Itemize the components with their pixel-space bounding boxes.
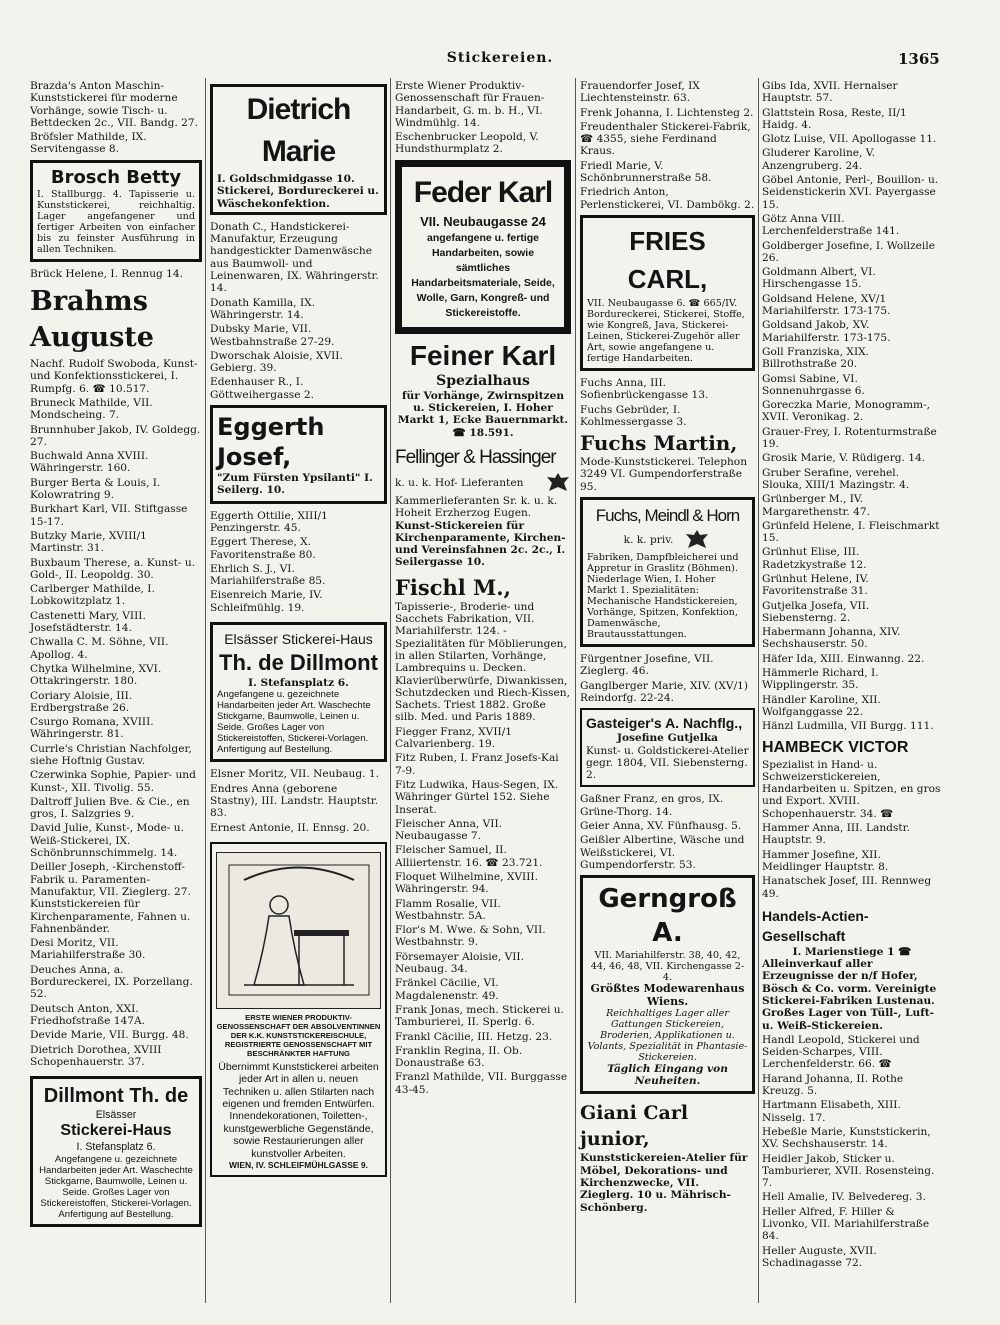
- entry: Göbel Antonie, Perl-, Bouillon- u. Seidenstickerin XVI. Payergasse 15.: [762, 174, 939, 211]
- entry: Deiller Joseph, -Kirchenstoff-Fabrik u. Paramenten-Manufaktur, VII. Zieglerg. 27. Kunststickereien für Kirchenparamente, Fahnen u. Fahnenbänder.: [30, 861, 191, 935]
- ad-text2: Reichhaltiges Lager aller Gattungen Stickereien, Broderien, Applikationen u. Volants, Spezialität in Phantasie-Stickereien.: [587, 1007, 748, 1063]
- entry-list: [762, 822, 942, 900]
- entry: Currle's Christian Nachfolger, siehe Hoftnig Gustav.: [30, 742, 192, 767]
- entry: Eggert Therese, X. Favoritenstraße 80.: [210, 536, 316, 561]
- entry: Goreczka Marie, Monogramm-, XVII. Veronikag. 2.: [762, 399, 931, 424]
- entry: Handl Leopold, Stickerei und Seiden-Scharpes, VIII. Lerchenfelderstr. 66. ☎: [762, 1033, 920, 1071]
- page-number: 1365: [898, 50, 940, 68]
- entry: Heidler Jakob, Sticker u. Tamburierer, XVII. Rosensteing. 7.: [762, 1152, 935, 1190]
- entry: Heller Auguste, XVII. Schadinagasse 72.: [762, 1244, 877, 1269]
- entry-list: [210, 768, 387, 833]
- entry: Frankl Cäcilie, III. Hetzg. 23.: [395, 1030, 553, 1043]
- ad-business: Stickerei-Haus: [60, 1122, 172, 1140]
- entry: Friedrich Anton, Perlenstickerei, VI. Dambökg. 2.: [580, 186, 755, 211]
- entry: Götz Anna VIII. Lerchenfelderstraße 141.: [762, 212, 900, 238]
- entry: Fitz Ruben, I. Franz Josefs-Kai 7-9.: [395, 752, 559, 777]
- entry-list: [30, 80, 202, 156]
- entry: Geißler Albertine, Wäsche und Weißstickerei, VI. Gumpendorferstr. 53.: [580, 834, 745, 871]
- entry: Eisenreich Marie, IV. Schleifmühlg. 19.: [210, 589, 323, 614]
- entry: Geier Anna, XV. Fünfhausg. 5.: [580, 820, 742, 833]
- entry-list: [580, 653, 755, 704]
- ad-brosch-betty: [30, 160, 202, 262]
- entry: Devide Marie, VII. Burgg. 48.: [30, 1029, 189, 1042]
- entry: Eggerth Ottilie, XIII/1 Penzingerstr. 45.: [210, 509, 328, 534]
- entry: Edenhauser R., I. Göttweihergasse 2.: [210, 376, 314, 401]
- entry-list: [210, 221, 387, 401]
- entry: Fränkel Cäcilie, VI. Magdalenenstr. 49.: [395, 977, 499, 1002]
- entry: Czerwinka Sophie, Papier- und Kunst-, XII. Tivolig. 55.: [30, 769, 196, 794]
- entry: Goldberger Josefine, I. Wollzeile 26.: [762, 239, 935, 264]
- entry: Burkhart Karl, VII. Stiftgasse 15-17.: [30, 503, 188, 528]
- entry: Grauer-Frey, I. Rotenturmstraße 19.: [762, 425, 937, 451]
- heading-fuchs-martin: Fuchs Martin,: [580, 431, 738, 456]
- column-4: [580, 80, 755, 1216]
- ad-gerngross: [580, 875, 755, 1094]
- entry: Hebeßle Marie, Kunststickerin, XV. Sechshauserstr. 14.: [762, 1125, 931, 1151]
- entry: Freudenthaler Stickerei-Fabrik, ☎ 4355, siehe Ferdinand Kraus.: [580, 120, 751, 158]
- entry: Desi Moritz, VII. Mariahilferstraße 30.: [30, 937, 146, 962]
- entry: Fitz Ludwika, Haus-Segen, IX. Währinger Gürtel 152. Siehe Inserat.: [395, 778, 559, 816]
- entry: Fiegger Franz, XVII/1 Calvarienberg. 19.: [395, 725, 513, 751]
- ad-text: I. Goldschmidgasse 10. Stickerei, Bordureckerei u. Wäschekonfektion.: [217, 173, 379, 210]
- ad-title: Brosch Betty: [50, 166, 182, 188]
- ad-line: k. k. priv.: [623, 533, 674, 546]
- entry: Deuches Anna, a. Bordureckerei, IX. Porzellang. 52.: [30, 963, 193, 1001]
- entry-list: [30, 358, 202, 1068]
- entry: Buchwald Anna XVIII. Währingerstr. 160.: [30, 450, 149, 475]
- entry: Hänzl Ludmilla, VII Burgg. 111.: [762, 720, 934, 733]
- ad-text: angefangene u. fertige Handarbeiten, sowie sämtliches Handarbeitsmateriale, Seide, Wolle, Garn, Kongreß- und Stickereistoffe.: [411, 231, 555, 319]
- entry: Mode-Kunststickerei. Telephon 3249 VI. Gumpendorferstraße 95.: [580, 456, 748, 493]
- entry: Tapisserie-, Broderie- und Sacchets Fabrikation, VII. Mariahilferstr. 124. -Spezialitäten für Möblierungen, in allen Stilarten, Vorhänge, Lambrequins u. Decken. Klavierüberwürfe, Diwankissen, Schutzdecken und Riech-Kissen, Sachets. Triest 1882. Große silb. Med. und Paris 1889.: [395, 600, 570, 724]
- ad-fries-carl: [580, 215, 755, 371]
- entry: Brück Helene, I. Rennug 14.: [30, 267, 184, 280]
- column-1: [30, 80, 202, 1233]
- privilege-line: [587, 528, 748, 552]
- entry: Erste Wiener Produktiv-Genossenschaft für Frauen-Handarbeit, G. m. b. H., VI. Windmühlg. 14.: [395, 80, 545, 129]
- entry: Fleischer Anna, VII. Neubaugasse 7.: [395, 817, 503, 843]
- entry: Frank Jonas, mech. Stickerei u. Tamburierei, II. Sperlg. 6.: [395, 1003, 564, 1029]
- ad-title: Feder Karl: [413, 175, 553, 209]
- entry: Deutsch Anton, XXI. Friedhofstraße 147A.: [30, 1002, 146, 1027]
- entry: Endres Anna (geborene Stastny), III. Landstr. Hauptstr. 83.: [210, 782, 379, 820]
- entry: Dietrich Dorothea, XVIII Schopenhauerstr. 37.: [30, 1043, 162, 1068]
- entry: Goldsand Jakob, XV. Mariahilferstr. 173-175.: [762, 319, 891, 344]
- entry-list: [580, 793, 755, 871]
- entry: Gutjelka Josefa, VII. Siebensterng. 2.: [762, 599, 870, 624]
- entry: Glotz Luise, VII. Apollogasse 11.: [762, 133, 937, 146]
- ad-title: ERSTE WIENER PRODUKTIV-GENOSSENSCHAFT DER ABSOLVENTINNEN DER K.K. KUNSTSTICKEREISCHULE, REGISTRIERTE GENOSSENSCHAFT MIT BESCHRÄNKTER HAFTUNG: [216, 1012, 381, 1058]
- entry: Fürgentner Josefine, VII. Zieglerg. 46.: [580, 653, 714, 678]
- entry: Goldsand Helene, XV/1 Mariahilferstr. 173-175.: [762, 292, 891, 318]
- entry: Gluderer Karoline, V. Anzengruberg. 24.: [762, 147, 875, 172]
- ad-title: Gasteiger's A. Nachflg.,: [586, 715, 743, 732]
- entry: Frenk Johanna, I. Lichtensteg 2.: [580, 106, 754, 119]
- heading-hambeck: HAMBECK VICTOR: [762, 738, 909, 756]
- entry: Grünberger M., IV. Margarethenstr. 47.: [762, 493, 871, 518]
- purveyor-line: [395, 471, 571, 495]
- entry-list: [762, 1034, 942, 1269]
- entry: Kunststickereien-Atelier für Möbel, Dekorations- und Kirchenzwecke, VII. Zieglerg. 10 u. Mährisch-Schönberg.: [580, 1152, 748, 1214]
- ad-text: VII. Mariahilferstr. 38, 40, 42, 44, 46, 48, VII. Kirchengasse 2-4.: [590, 950, 745, 984]
- entry: Chytka Wilhelmine, XVI. Ottakringerstr. 180.: [30, 662, 162, 688]
- entry: Csurgo Romana, XVIII. Währingerstr. 81.: [30, 716, 154, 741]
- ad-subtitle: Elsässer: [95, 1109, 137, 1122]
- ad-text: Übernimmt Kunststickerei arbeiten jeder Art in allen u. neuen Techniken u. allen Stilarten nach eigenen und fremden Entwürfen. Innendekorationen, Toiletten-, kunstgewerbliche Gegenstände, sowie Restaurierungen aller kunstvoller Arbeiten.: [218, 1060, 379, 1160]
- entry: Harand Johanna, II. Rothe Kreuzg. 5.: [762, 1072, 904, 1098]
- entry: Hanatschek Josef, III. Rennweg 49.: [762, 875, 932, 900]
- ad-dillmont: [30, 1076, 202, 1227]
- entry: Donath C., Handstickerei-Manufaktur, Erzeugung handgestickter Damenwäsche aus Baumwoll- und Leinenwaren, IX. Währingerstr. 14.: [210, 220, 379, 295]
- ad-title: FRIES CARL,: [627, 225, 708, 294]
- entry: Goll Franziska, XIX. Billrothstraße 20.: [762, 345, 870, 371]
- column-3: [395, 80, 571, 1098]
- entry: Spezialist in Hand- u. Schweizerstickereien, Handarbeiten u. Spitzen, en gros und Export. XVIII. Schopenhauerstr. 34. ☎: [762, 758, 941, 820]
- entry: Fuchs Gebrüder, I. Kohlmessergasse 3.: [580, 403, 687, 428]
- entry: Gibs Ida, XVII. Hernalser Hauptstr. 57.: [762, 80, 898, 105]
- heading-fischl: Fischl M.,: [395, 574, 511, 600]
- entry: Hammer Josefine, XII. Meidlinger Hauptstr. 8.: [762, 848, 889, 873]
- entry: Grünfeld Helene, I. Fleischmarkt 15.: [762, 519, 940, 545]
- ad-text: Angefangene u. gezeichnete Handarbeiten jeder Art. Waschechte Stickgarne, Baumwolle, Leinen u. Seide. Großes Lager von Stickereistoffen, Stickerei-Vorlagen. Anfertigung auf Bestellung.: [217, 689, 371, 756]
- entry: Chwalla C. M. Söhne, VII. Apollog. 4.: [30, 636, 169, 661]
- ad-erste-wiener: [210, 842, 387, 1177]
- entry: Ehrlich S. J., VI. Mariahilferstraße 85.: [210, 562, 326, 588]
- entry: Fuchs Anna, III. Sofienbrückengasse 13.: [580, 376, 709, 402]
- column-rule: [758, 78, 759, 1303]
- entry: Gomsi Sabine, VI. Sonnenuhrgasse 6.: [762, 372, 865, 397]
- woman-at-loom-icon: [224, 860, 374, 1000]
- ad-title: Feiner Karl: [409, 339, 557, 371]
- entry-list: [395, 726, 571, 1096]
- ad-address: I. Stefansplatz 6.: [248, 677, 349, 690]
- entry: Carlberger Mathilde, I. Lobkowitzplatz 1.: [30, 583, 155, 608]
- column-rule: [390, 78, 391, 1303]
- entry: Franzl Mathilde, VII. Burggasse 43-45.: [395, 1071, 568, 1096]
- column-rule: [575, 78, 576, 1303]
- entry: Hammer Anna, III. Landstr. Hauptstr. 9.: [762, 822, 910, 847]
- entry: Försemayer Aloisie, VII. Neubaug. 34.: [395, 950, 524, 976]
- ad-title: Fellinger & Hassinger: [395, 446, 556, 468]
- ad-text: Kammerlieferanten Sr. k. u. k. Hoheit Erzherzog Eugen.: [395, 494, 558, 520]
- ad-title: Elsässer Stickerei-Haus: [224, 631, 373, 648]
- page-title: Stickereien.: [446, 50, 554, 66]
- heading-giani: Giani Carl junior,: [580, 1102, 689, 1151]
- ad-title: Eggerth Josef,: [217, 413, 325, 472]
- entry: Ernest Antonie, II. Ennsg. 20.: [210, 821, 370, 834]
- ad-feder-karl: [395, 160, 571, 334]
- entry: Flor's M. Wwe. & Sohn, VII. Westbahnstr. 9.: [395, 924, 546, 949]
- entry: Grünhut Elise, III. Radetzkystraße 12.: [762, 546, 867, 571]
- entry: Gruber Serafine, verehel. Slouka, XIII/1 Mazingstr. 4.: [762, 466, 910, 491]
- ad-text: I. Stallburgg. 4. Tapisserie u. Kunststickerei, reichhaltig. Lager angefangener und fertiger Arbeiten von einfacher bis zu feinster Ausführung in allen Techniken.: [37, 188, 195, 255]
- ad-title: Gerngroß A.: [598, 884, 737, 949]
- ad-text: "Zum Fürsten Ypsilanti" I. Seilerg. 10.: [217, 472, 373, 497]
- entry: Frauendorfer Josef, IX Liechtensteinstr. 63.: [580, 80, 700, 105]
- entry-list: [580, 80, 755, 211]
- ad-address: WIEN, IV. SCHLEIFMÜHLGASSE 9.: [228, 1160, 368, 1171]
- ad-line: k. u. k. Hof- Lieferanten: [395, 476, 524, 489]
- column-2: [210, 80, 387, 1183]
- entry: Alleinverkauf aller Erzeugnisse der n/f Hofer, Bösch & Co. vorm. Vereinigte Stickerei-Fabriken Lustenau. Großes Lager von Tüll-, Luft- u. Weiß-Stickereien.: [762, 958, 937, 1032]
- handels-address: I. Marienstiege 1 ☎: [792, 945, 912, 958]
- entry-list: [580, 377, 755, 428]
- entry: Buxbaum Therese, a. Kunst- u. Gold-, II. Leopoldg. 30.: [30, 556, 196, 581]
- entry: Goldmann Albert, VI. Hirschengasse 15.: [762, 266, 876, 291]
- entry: David Julie, Kunst-, Mode- u. Weiß-Stickerei, IX. Schönbrunnschimmelg. 14.: [30, 822, 184, 860]
- ad-address: I. Stefansplatz 6.: [76, 1141, 156, 1154]
- ad-elsaesser-stickerei-haus: [210, 622, 387, 762]
- entry: Gaßner Franz, en gros, IX. Grüne-Thorg. 14.: [580, 793, 724, 818]
- entry: Grünhut Helene, IV. Favoritenstraße 31.: [762, 572, 869, 598]
- entry: Coriary Aloisie, III. Erdbergstraße 26.: [30, 689, 133, 714]
- ad-title: Dillmont Th. de: [43, 1085, 189, 1108]
- ad-text: Kunst- u. Goldstickerei-Atelier gegr. 1804, VII. Siebensterng. 2.: [586, 744, 749, 782]
- entry: Brunnhuber Jakob, IV. Goldegg. 27.: [30, 423, 201, 448]
- ad-slogan: Größtes Modewarenhaus Wiens.: [590, 982, 745, 1008]
- ad-gasteiger: [580, 708, 755, 787]
- ad-fuchs-meindl-horn: [580, 497, 755, 647]
- ad-text: Angefangene u. gezeichnete Handarbeiten jeder Art. Waschechte Stickgarne, Baumwolle, Leinen u. Seide. Großes Lager von Stickereistoffen, Stickerei-Vorlagen. Anfertigung auf Bestellung.: [39, 1153, 193, 1220]
- entry: Bruneck Mathilde, VII. Mondscheing. 7.: [30, 396, 153, 422]
- entry: Grosik Marie, V. Rüdigerg. 14.: [762, 452, 926, 465]
- entry: Franklin Regina, II. Ob. Donaustraße 63.: [395, 1044, 523, 1070]
- entry: Glattstein Rosa, Reste, II/1 Haidg. 4.: [762, 106, 907, 131]
- entry: Fleischer Samuel, II. Alliiertenstr. 16. ☎ 23.721.: [395, 844, 543, 869]
- entry: Donath Kamilla, IX. Währingerstr. 14.: [210, 296, 316, 321]
- column-5: [762, 80, 942, 1271]
- imperial-eagle-icon: [683, 528, 711, 552]
- entry-list: [210, 510, 387, 614]
- entry: Ganglberger Marie, XIV. (XV/1) Reindorfg. 22-24.: [580, 679, 749, 704]
- entry-list: [762, 80, 942, 733]
- ad-name: Th. de Dillmont: [219, 650, 378, 676]
- entry: Castenetti Mary, VIII. Josefstädterstr. 14.: [30, 609, 146, 635]
- entry: Dubsky Marie, VII. Westbahnstraße 27-29.: [210, 323, 335, 348]
- entry: Floquet Wilhelmine, XVIII. Währingerstr. 94.: [395, 870, 538, 896]
- entry: Hell Amalie, IV. Belvedereg. 3.: [762, 1191, 926, 1204]
- ad-fellinger-hassinger: [395, 445, 571, 569]
- ad-text2: Kunst-Stickereien für Kirchenparamente, Kirchen- und Vereinsfahnen 2c. 2c., I. Seilergasse 10.: [395, 519, 566, 569]
- entry: Heller Alfred, F. Hiller & Livonko, VII. Mariahilferstraße 84.: [762, 1205, 930, 1243]
- heading-handels: Handels-Actien-Gesellschaft: [762, 907, 869, 944]
- entry-list: [395, 80, 571, 156]
- entry: Bröfsler Mathilde, IX. Servitengasse 8.: [30, 131, 147, 156]
- entry: Elsner Moritz, VII. Neubaug. 1.: [210, 768, 379, 781]
- heading-brahms: Brahms Auguste: [30, 286, 154, 354]
- ad-address: VII. Neubaugasse 24: [420, 213, 546, 229]
- entry: Hartmann Elisabeth, XIII. Nisselg. 17.: [762, 1099, 901, 1124]
- ad-dietrich-marie: [210, 84, 387, 215]
- entry: Eschenbrucker Leopold, V. Hundsthurmplatz 2.: [395, 131, 539, 156]
- entry: Flamm Rosalie, VII. Westbahnstr. 5A.: [395, 897, 501, 922]
- ad-sub: Spezialhaus: [436, 372, 530, 389]
- column-rule: [205, 78, 206, 1303]
- embroidery-illustration: [216, 852, 381, 1009]
- ad-eggerth-josef: [210, 405, 387, 504]
- ad-slogan2: Täglich Eingang von Neuheiten.: [607, 1062, 728, 1088]
- ad-text: für Vorhänge, Zwirnspitzen u. Stickereien, I. Hoher Markt 1, Ecke Bauernmarkt. ☎ 18.591.: [397, 389, 569, 439]
- entry: Daltroff Julien Bve. & Cie., en gros, I. Salzgries 9.: [30, 795, 190, 821]
- imperial-eagle-icon: [545, 471, 571, 495]
- entry: Häfer Ida, XIII. Einwanng. 22.: [762, 652, 925, 665]
- ad-sub: Josefine Gutjelka: [616, 732, 719, 745]
- entry: Nachf. Rudolf Swoboda, Kunst- und Konfektionsstickerei, I. Rumpfg. 6. ☎ 10.517.: [30, 358, 198, 395]
- entry: Hämmerle Richard, I. Wipplingerstr. 35.: [762, 667, 879, 692]
- ad-text: Fabriken, Dampfbleicherei und Appretur in Graslitz (Böhmen). Niederlage Wien, I. Hoher Markt 1. Spezialitäten: Mechanische Handstickereien, Vorhänge, Spitzen, Konfektion, Damenwäsche, Brautausstattungen.: [587, 552, 739, 641]
- entry: Händler Karoline, XII. Wolfganggasse 22.: [762, 693, 881, 718]
- entry: Dworschak Aloisie, XVII. Gebierg. 39.: [210, 349, 343, 375]
- entry: Butzky Marie, XVIII/1 Martinstr. 31.: [30, 529, 147, 555]
- entry: Burger Berta & Louis, I. Kolowratring 9.: [30, 476, 161, 502]
- ad-text: VII. Neubaugasse 6. ☎ 665/IV. Bordureckerei, Stickerei, Stoffe, wie Kongreß, Java, Stickerei-Leinen, Stickerei-Zugehör aller Art, sowie angefangene u. fertige Handarbeiten.: [587, 297, 745, 364]
- ad-title: Dietrich Marie: [246, 93, 351, 168]
- ad-title: Fuchs, Meindl & Horn: [595, 506, 740, 526]
- entry: Habermann Johanna, XIV. Sechshauserstr. 50.: [762, 626, 901, 651]
- entry: Friedl Marie, V. Schönbrunnerstraße 58.: [580, 159, 712, 185]
- ad-feiner-karl: [395, 340, 571, 439]
- entry: Brazda's Anton Maschin-Kunststickerei für moderne Vorhänge, sowie Tisch- u. Bettdecken 2c., VII. Bandg. 27.: [30, 80, 199, 129]
